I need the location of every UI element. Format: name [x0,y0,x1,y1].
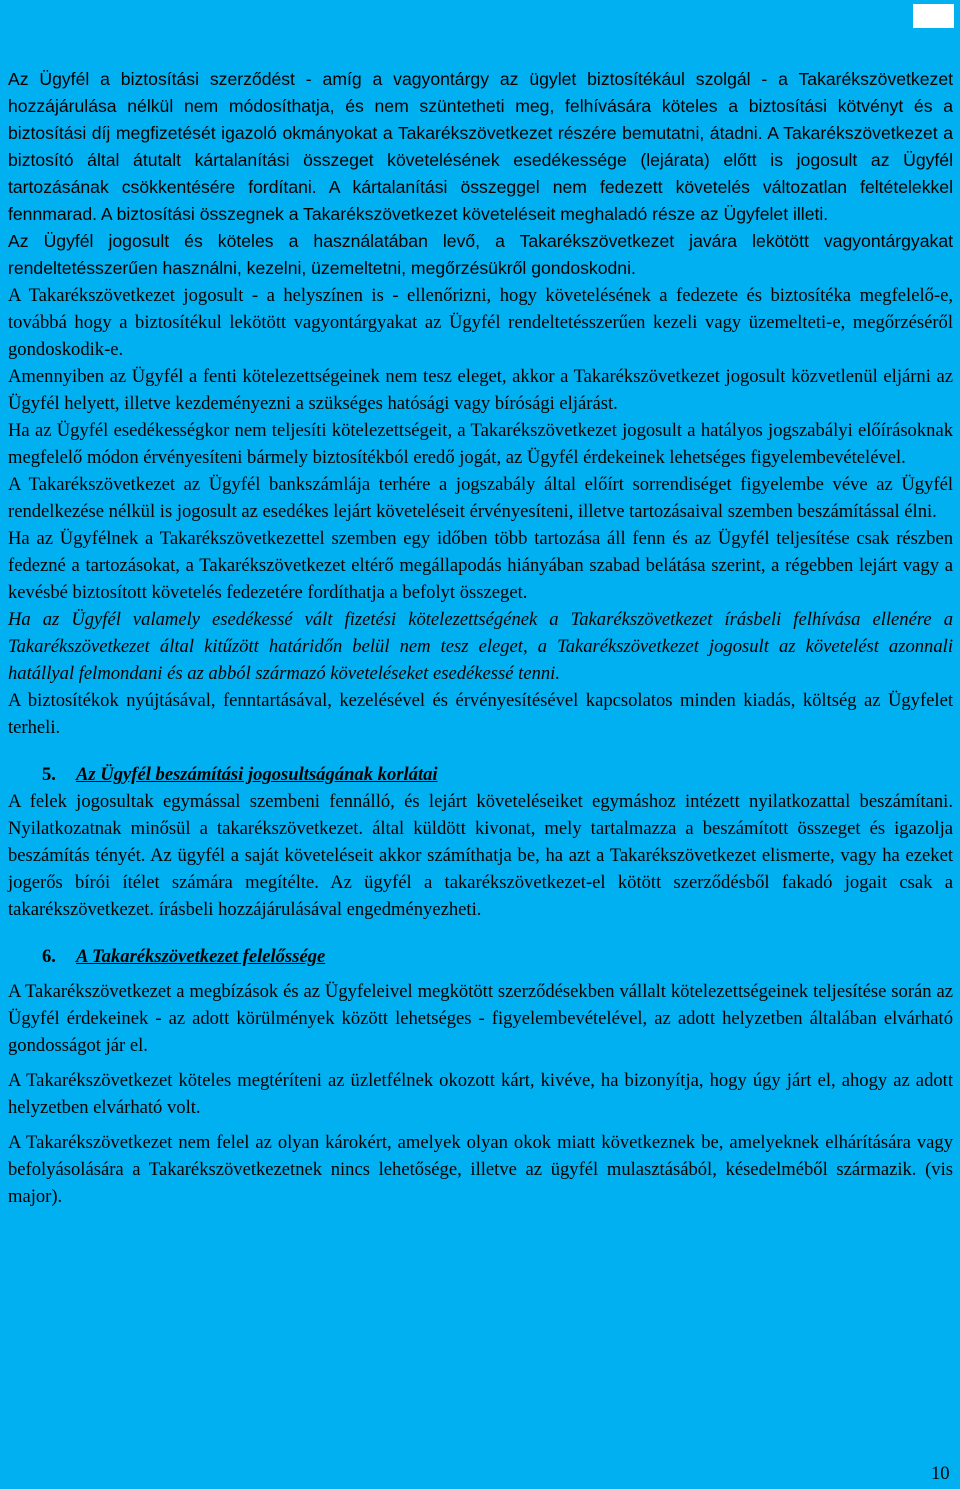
section-6-paragraph-3: A Takarékszövetkezet nem felel az olyan károkért, amelyek olyan okok miatt következnek be, amelyeknek elhárítására vagy befolyásolására a Takarékszövetkezetnek nincs lehetősége, illetve az ügyfél mulasztásából, késedelméből származik. (vis major). [8,1132,953,1207]
text-p1d: A biztosítási összegnek a Takarékszövetkezet követeléseit meghaladó része az Ügyfelet illeti. [100,204,829,224]
section-5-number: 5. [42,764,56,785]
corner-box [913,4,954,28]
paragraph-direct-action: Amennyiben az Ügyfél a fenti kötelezettségeinek nem tesz eleget, akkor a Takarékszövetkezet jogosult közvetlenül eljárni az Ügyfél helyett, illetve kezdeményezni a szükséges hatósági vagy bírósági eljárást. [8,366,953,414]
paragraph-termination: Ha az Ügyfél valamely esedékessé vált fizetési kötelezettségének a Takarékszövetkezet írásbeli felhívása ellenére a Takarékszövetkezet által kitűzött határidőn belül nem tesz eleget, a Takarékszövetkezet jogosult az követelést azonnali hatállyal felmondani és az abból származó követeléseket esedékessé tenni. [8,609,953,684]
section-6-paragraph-1: A Takarékszövetkezet a megbízások és az Ügyfeleivel megkötött szerződésekben vállalt kötelezettségeinek teljesítése során az Ügyfél érdekeinek - az adott körülmények között lehetséges - figyelembevételével, az adott helyzetben általában elvárható gondosságot jár el. [8,981,953,1056]
section-6-number: 6. [42,946,56,967]
section-5-heading [8,761,953,788]
paragraph-insurance [8,66,953,228]
section-6-paragraph-2: A Takarékszövetkezet köteles megtéríteni az üzletfélnek okozott kárt, kivéve, ha bizonyítja, hogy úgy járt el, ahogy az adott helyzetben elvárható volt. [8,1070,953,1118]
section-5-paragraph: A felek jogosultak egymással szembeni fennálló, és lejárt követeléseiket egymáshoz intézett nyilatkozattal beszámítani. Nyilatkozatnak minősül a takarékszövetkezet. által küldött kivonat, mely tartalmazza a beszámított összeget és igazolja beszámítás tényét. Az ügyfél a saját követeléseit akkor számíthatja be, ha azt a Takarékszövetkezet elismerte, vagy ha ezeket jogerős bírói ítélet számára megítélte. Az ügyfél a takarékszövetkezet-el kötött szerződésből fakadó jogait csak a takarékszövetkezet. írásbeli hozzájárulásával engedményezheti. [8,791,953,920]
section-5-title: Az Ügyfél beszámítási jogosultságának korlátai [76,764,438,785]
paragraph-inspection: A Takarékszövetkezet jogosult - a helyszínen is - ellenőrizni, hogy követelésének a fedezete és biztosítéka megfelelő-e, továbbá hogy a biztosítékul lekötött vagyontárgyakat az Ügyfél rendeltetésszerűen kezeli vagy üzemelteti-e, megőrzéséről gondoskodik-e. [8,285,953,360]
document-page [8,66,953,1210]
text-p1b: A Takarékszövetkezet a biztosító által átutalt kártalanítási összeget követelésének esedékessége (lejárata) előtt is jogosult az Ügyfél tartozásának csökkentésére fordítani. [8,123,953,197]
paragraph-multiple-debts: Ha az Ügyfélnek a Takarékszövetkezettel szemben egy időben több tartozása áll fenn és az Ügyfél teljesítése csak részben fedezné a tartozásokat, a Takarékszövetkezet eltérő megállapodás hiányában szabad belátása szerint, a régebben lejárt vagy a kevésbé biztosított követelés fedezetére fordíthatja a befolyt összeget. [8,528,953,603]
paragraph-costs: A biztosítékok nyújtásával, fenntartásával, kezelésével és érvényesítésével kapcsolatos minden kiadás, költség az Ügyfelet terheli. [8,690,953,738]
section-6-title: A Takarékszövetkezet felelőssége [76,946,326,967]
paragraph-account-debit: A Takarékszövetkezet az Ügyfél bankszámlája terhére a jogszabály által előírt sorrendiséget figyelembe véve az Ügyfél rendelkezése nélkül is jogosult az esedékes lejárt követeléseit érvényesíteni, illetve tartozásaival szemben beszámítással élni. [8,474,953,522]
paragraph-enforcement: Ha az Ügyfél esedékességkor nem teljesíti kötelezettségeit, a Takarékszövetkezet jogosult a hatályos jogszabályi előírásoknak megfelelő módon érvényesíteni bármely biztosítékból eredő jogát, az Ügyfél érdekeinek lehetséges figyelembevételével. [8,420,953,468]
section-6-heading [8,943,953,970]
paragraph-asset-use: Az Ügyfél jogosult és köteles a használatában levő, a Takarékszövetkezet javára lekötött vagyontárgyakat rendeltetésszerűen használni, kezelni, üzemeltetni, megőrzésükről gondoskodni. [8,231,953,278]
page-number: 10 [931,1463,950,1484]
text-p1c: A kártalanítási összeggel nem fedezett követelés változatlan feltételekkel fennmarad. [8,177,953,224]
text-p1: Az Ügyfél a biztosítási szerződést - amíg a vagyontárgy az ügylet biztosítékául szolgál - a Takarékszövetkezet hozzájárulása nélkül nem módosíthatja, és nem szüntetheti meg, felhívására köteles a biztosítási kötvényt és a biztosítási díj megfizetését igazoló okmányokat a Takarékszövetkezet részére bemutatni, átadni. [8,69,953,143]
